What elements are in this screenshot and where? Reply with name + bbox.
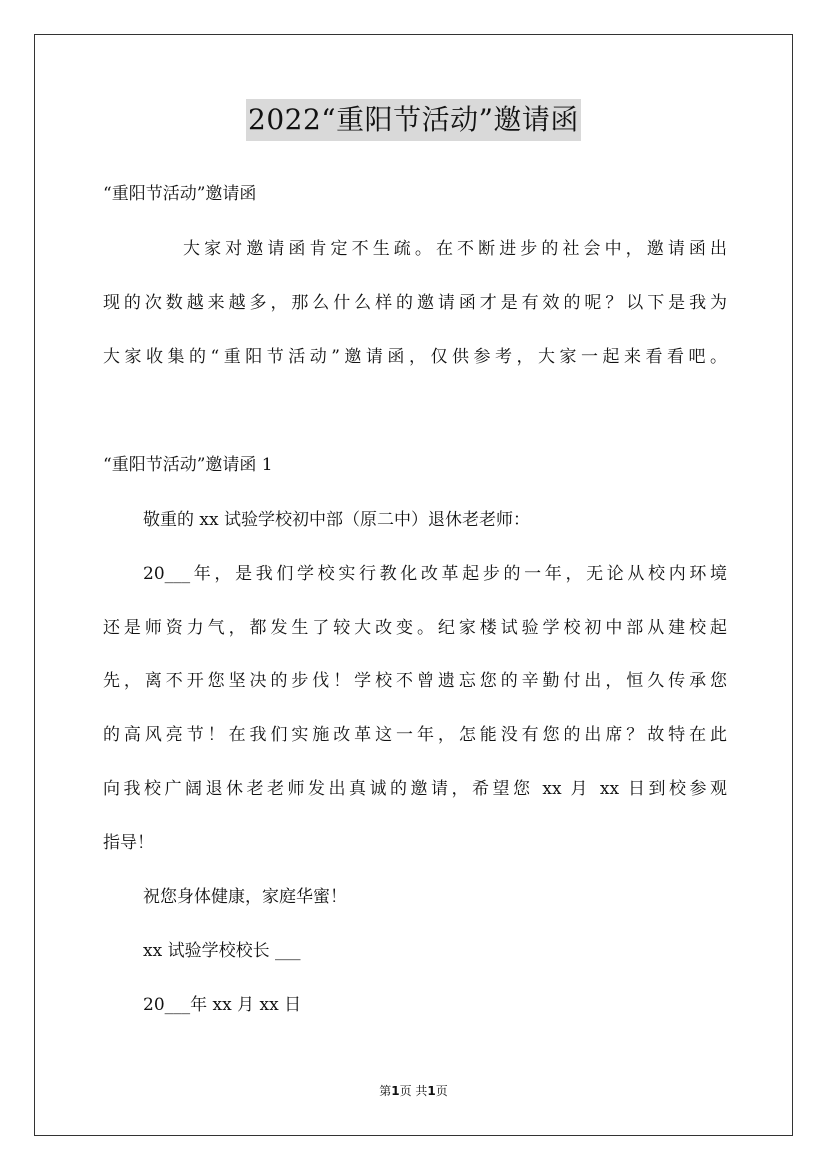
body-line: 先，离不开您坚决的步伐！学校不曾遗忘您的辛勤付出，恒久传承您 xyxy=(103,671,727,691)
intro-line: 大家收集的“重阳节活动”邀请函，仅供参考，大家一起来看看吧。 xyxy=(103,347,727,367)
footer-page-number: 1 xyxy=(391,1084,400,1098)
body-line: 20___年，是我们学校实行教化改革起步的一年，无论从校内环境 xyxy=(143,564,727,584)
section-heading: “重阳节活动”邀请函 1 xyxy=(103,455,273,475)
body-line: 向我校广阔退休老老师发出真诚的邀请，希望您 xx 月 xx 日到校参观 xyxy=(103,779,727,799)
footer-prefix: 第 xyxy=(379,1084,392,1098)
body-line: 还是师资力气，都发生了较大改变。纪家楼试验学校初中部从建校起 xyxy=(103,618,727,638)
salutation: 敬重的 xx 试验学校初中部（原二中）退休老老师： xyxy=(143,510,530,530)
footer-suffix: 页 xyxy=(435,1084,448,1098)
closing-line: 祝您身体健康，家庭华蜜！ xyxy=(143,887,347,907)
signature-line: xx 试验学校校长 ___ xyxy=(143,941,301,961)
date-line: 20___年 xx 月 xx 日 xyxy=(143,995,302,1015)
body-line: 指导！ xyxy=(103,833,154,853)
intro-line: 现的次数越来越多，那么什么样的邀请函才是有效的呢？以下是我为 xyxy=(103,293,727,313)
footer-total-pages: 1 xyxy=(427,1084,436,1098)
document-title: 2022“重阳节活动”邀请函 xyxy=(246,99,581,141)
title-container xyxy=(0,99,827,141)
subtitle: “重阳节活动”邀请函 xyxy=(103,184,257,204)
footer-mid: 页 共 xyxy=(399,1084,428,1098)
page-footer xyxy=(0,1082,827,1100)
intro-line: 大家对邀请函肯定不生疏。在不断进步的社会中，邀请函出 xyxy=(183,239,727,259)
body-line: 的高风亮节！在我们实施改革这一年，怎能没有您的出席？故特在此 xyxy=(103,725,727,745)
